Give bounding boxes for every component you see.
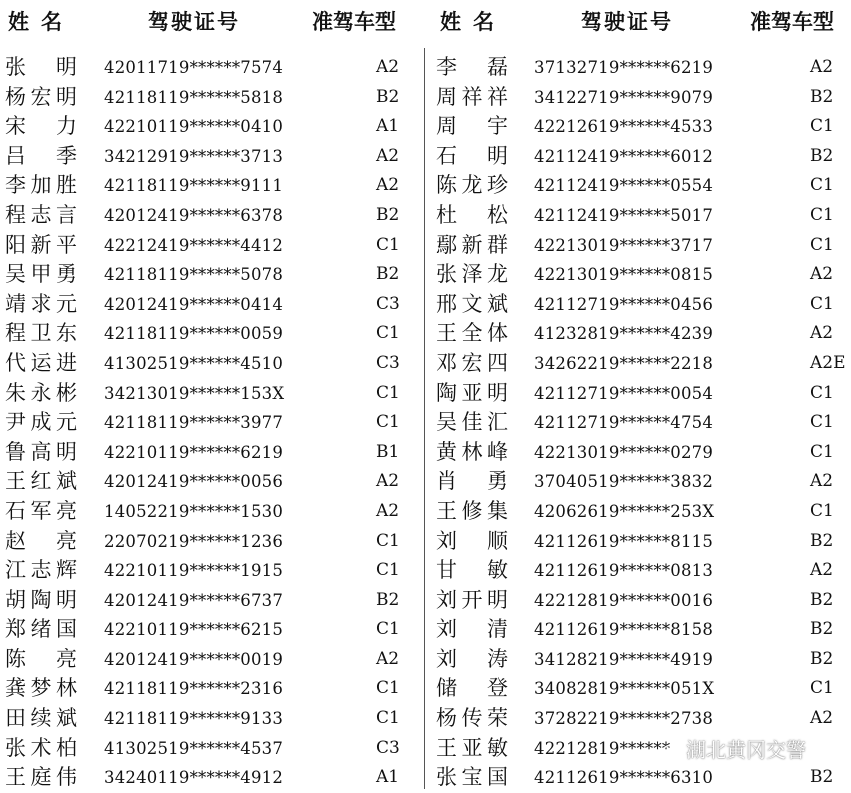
license-cell: 42012419******0019 [104, 649, 284, 669]
name-cell: 胡陶明 [5, 587, 77, 612]
type-cell: B2 [376, 589, 400, 610]
table-row [428, 497, 851, 527]
type-cell: A2 [810, 323, 834, 344]
table-row [428, 379, 851, 409]
type-cell: B1 [376, 441, 400, 462]
license-cell: 42118119******5818 [104, 87, 284, 107]
table-row [428, 438, 851, 468]
type-cell: C1 [810, 500, 834, 521]
table-row [428, 201, 851, 231]
table-row [0, 734, 425, 764]
license-cell: 42011719******7574 [104, 58, 284, 77]
license-cell: 14052219******1530 [104, 501, 284, 521]
license-cell: 42210119******1915 [104, 561, 284, 581]
license-cell: 42118119******9111 [104, 176, 284, 196]
license-cell: 42112719******0456 [534, 294, 714, 314]
table-row [428, 142, 851, 172]
name-cell: 王红斌 [5, 469, 77, 494]
header-name: 姓名 [8, 10, 74, 34]
license-cell: 42012419******6378 [104, 205, 284, 225]
type-cell: C1 [810, 678, 834, 699]
name-cell: 邢文斌 [436, 291, 508, 316]
type-cell: B2 [810, 86, 834, 107]
table-row [0, 556, 425, 586]
name-cell: 黄林峰 [436, 439, 508, 464]
name-cell: 周祥祥 [436, 84, 508, 109]
license-cell: 34240119******4912 [104, 768, 284, 788]
table-row [428, 615, 851, 645]
name-cell: 王庭伟 [5, 765, 77, 790]
table-row [0, 674, 425, 704]
name-cell: 鲁高明 [5, 439, 77, 464]
right-column [428, 0, 851, 789]
name-cell: 王亚敏 [436, 735, 508, 760]
license-cell: 42213019******0279 [534, 442, 714, 462]
license-cell: 42012419******6737 [104, 590, 284, 610]
name-cell: 陈龙珍 [436, 173, 508, 198]
table-row [0, 497, 425, 527]
wechat-logo-icon [662, 744, 684, 760]
license-cell: 42210119******0410 [104, 117, 284, 137]
type-cell: C1 [810, 116, 834, 137]
license-cell: 42112419******0554 [534, 176, 714, 196]
type-cell: A2 [376, 648, 400, 669]
watermark [662, 734, 806, 763]
table-row [0, 467, 425, 497]
license-cell: 42212819******0016 [534, 590, 714, 610]
table-row [428, 112, 851, 142]
type-cell: B2 [376, 204, 400, 225]
name-cell: 杨传荣 [436, 706, 508, 731]
license-cell: 42112619******8115 [534, 531, 714, 551]
name-cell: 朱永彬 [5, 380, 77, 405]
table-row [428, 586, 851, 616]
name-cell: 刘顺 [436, 528, 508, 553]
type-cell: B2 [376, 264, 400, 285]
name-cell: 石明 [436, 143, 508, 168]
license-cell: 42118119******2316 [104, 679, 284, 699]
table-row [428, 674, 851, 704]
table-row [428, 527, 851, 557]
table-row [428, 645, 851, 675]
header-license: 驾驶证号 [148, 10, 240, 34]
table-row [428, 467, 851, 497]
type-cell: C1 [810, 412, 834, 433]
license-cell: 42062619******253X [534, 501, 715, 521]
license-cell: 22070219******1236 [104, 531, 284, 551]
name-cell: 杜松 [436, 202, 508, 227]
header-license: 驾驶证号 [581, 10, 673, 34]
type-cell: C1 [810, 204, 834, 225]
left-column [0, 0, 425, 789]
type-cell: C1 [810, 293, 834, 314]
name-cell: 李加胜 [5, 173, 77, 198]
name-cell: 江志辉 [5, 558, 77, 583]
license-cell: 37040519******3832 [534, 472, 714, 492]
name-cell: 吴甲勇 [5, 262, 77, 287]
table-row [428, 408, 851, 438]
name-cell: 张泽龙 [436, 262, 508, 287]
license-cell: 42112419******6012 [534, 146, 714, 166]
header-type: 准驾车型 [312, 10, 396, 34]
license-cell: 34122719******9079 [534, 87, 714, 107]
type-cell: C1 [376, 708, 400, 729]
table-row [0, 586, 425, 616]
type-cell: A2 [810, 560, 834, 581]
type-cell: C1 [376, 530, 400, 551]
name-cell: 程卫东 [5, 321, 77, 346]
table-row [428, 704, 851, 734]
type-cell: C1 [810, 234, 834, 255]
type-cell: C3 [376, 293, 400, 314]
license-cell: 42212819****** [534, 738, 671, 758]
name-cell: 阳新平 [5, 232, 77, 257]
right-rows [428, 53, 851, 793]
name-cell: 杨宏明 [5, 84, 77, 109]
name-cell: 田续斌 [5, 706, 77, 731]
type-cell: A2 [376, 175, 400, 196]
license-cell: 42210119******6215 [104, 620, 284, 640]
name-cell: 石军亮 [5, 498, 77, 523]
type-cell: A1 [376, 116, 400, 137]
type-cell: C3 [376, 352, 400, 373]
license-cell: 34213019******153X [104, 383, 285, 403]
type-cell: A1 [376, 767, 400, 788]
license-cell: 42213019******0815 [534, 265, 714, 285]
name-cell: 陶亚明 [436, 380, 508, 405]
left-rows [0, 53, 425, 793]
table-row [428, 53, 851, 83]
license-cell: 42118119******9133 [104, 709, 284, 729]
type-cell: C1 [376, 619, 400, 640]
type-cell: B2 [810, 767, 834, 788]
type-cell: A2 [810, 471, 834, 492]
name-cell: 尹成元 [5, 410, 77, 435]
watermark-text: 湖北黄冈交警 [686, 738, 806, 762]
license-cell: 42210119******6219 [104, 442, 284, 462]
name-cell: 周宇 [436, 114, 508, 139]
header-type: 准驾车型 [750, 10, 834, 34]
column-divider [424, 48, 425, 789]
type-cell: C1 [376, 560, 400, 581]
table-row [0, 171, 425, 201]
license-cell: 37282219******2738 [534, 709, 714, 729]
name-cell: 王全体 [436, 321, 508, 346]
type-cell: A2 [810, 264, 834, 285]
name-cell: 吴佳汇 [436, 410, 508, 435]
table-row [0, 142, 425, 172]
name-cell: 程志言 [5, 202, 77, 227]
license-cell: 37132719******6219 [534, 58, 714, 77]
table-row [428, 763, 851, 793]
license-cell: 42112619******0813 [534, 561, 714, 581]
type-cell: A2E [810, 352, 846, 373]
table-row [0, 349, 425, 379]
license-cell: 42112719******0054 [534, 383, 714, 403]
type-cell: A2 [376, 500, 400, 521]
name-cell: 张术柏 [5, 735, 77, 760]
license-cell: 42212419******4412 [104, 235, 284, 255]
table-row [428, 171, 851, 201]
type-cell: B2 [810, 145, 834, 166]
name-cell: 甘敏 [436, 558, 508, 583]
name-cell: 刘清 [436, 617, 508, 642]
table-row [0, 319, 425, 349]
license-cell: 34128219******4919 [534, 649, 714, 669]
table-row [0, 438, 425, 468]
name-cell: 陈亮 [5, 646, 77, 671]
type-cell: A2 [376, 145, 400, 166]
table-row [428, 260, 851, 290]
name-cell: 吕季 [5, 143, 77, 168]
type-cell: B2 [810, 619, 834, 640]
table-row [0, 201, 425, 231]
table-row [428, 349, 851, 379]
license-cell: 34082819******051X [534, 679, 715, 699]
type-cell: C1 [376, 678, 400, 699]
license-cell: 42112619******6310 [534, 768, 714, 788]
table-row [0, 83, 425, 113]
name-cell: 代运进 [5, 350, 77, 375]
name-cell: 刘开明 [436, 587, 508, 612]
type-cell: A2 [810, 57, 834, 77]
table-row [0, 645, 425, 675]
header-name: 姓名 [440, 10, 506, 34]
table-row [428, 231, 851, 261]
type-cell: A2 [376, 471, 400, 492]
name-cell: 王修集 [436, 498, 508, 523]
table-row [0, 408, 425, 438]
license-cell: 42112719******4754 [534, 413, 714, 433]
type-cell: C3 [376, 737, 400, 758]
license-cell: 42112419******5017 [534, 205, 714, 225]
table-row [0, 615, 425, 645]
type-cell: C1 [376, 323, 400, 344]
type-cell: B2 [810, 530, 834, 551]
type-cell: A2 [376, 57, 400, 77]
type-cell: B2 [810, 589, 834, 610]
license-cell: 42118119******3977 [104, 413, 284, 433]
license-cell: 42012419******0056 [104, 472, 284, 492]
license-cell: 42213019******3717 [534, 235, 714, 255]
table-row [428, 83, 851, 113]
type-cell: C1 [810, 382, 834, 403]
license-cell: 42118119******5078 [104, 265, 284, 285]
license-cell: 34262219******2218 [534, 353, 714, 373]
license-cell: 34212919******3713 [104, 146, 284, 166]
name-cell: 刘涛 [436, 646, 508, 671]
table-row [0, 290, 425, 320]
table-row [428, 556, 851, 586]
type-cell: B2 [810, 648, 834, 669]
name-cell: 张明 [5, 55, 77, 79]
table-row [0, 260, 425, 290]
type-cell: B2 [376, 86, 400, 107]
name-cell: 肖勇 [436, 469, 508, 494]
license-cell: 42118119******0059 [104, 324, 284, 344]
license-cell: 41232819******4239 [534, 324, 714, 344]
name-cell: 邓宏四 [436, 350, 508, 375]
table-row [0, 231, 425, 261]
type-cell: C1 [810, 441, 834, 462]
name-cell: 靖求元 [5, 291, 77, 316]
name-cell: 鄢新群 [436, 232, 508, 257]
table-row [0, 112, 425, 142]
table-row [428, 290, 851, 320]
table-row [0, 763, 425, 793]
license-cell: 41302519******4537 [104, 738, 284, 758]
table-row [0, 704, 425, 734]
table-row [428, 319, 851, 349]
license-cell: 41302519******4510 [104, 353, 284, 373]
type-cell: C1 [376, 382, 400, 403]
right-header [428, 0, 851, 44]
table-row [0, 379, 425, 409]
name-cell: 张宝国 [436, 765, 508, 790]
type-cell: A2 [810, 708, 834, 729]
license-cell: 42212619******4533 [534, 117, 714, 137]
name-cell: 赵亮 [5, 528, 77, 553]
table-row [0, 527, 425, 557]
license-cell: 42112619******8158 [534, 620, 714, 640]
type-cell: C1 [376, 234, 400, 255]
type-cell: C1 [810, 175, 834, 196]
name-cell: 龚梦林 [5, 676, 77, 701]
name-cell: 储登 [436, 676, 508, 701]
name-cell: 宋力 [5, 114, 77, 139]
name-cell: 郑绪国 [5, 617, 77, 642]
left-header [0, 0, 425, 44]
license-cell: 42012419******0414 [104, 294, 284, 314]
name-cell: 李磊 [436, 55, 508, 79]
table-row [0, 53, 425, 83]
type-cell: C1 [376, 412, 400, 433]
